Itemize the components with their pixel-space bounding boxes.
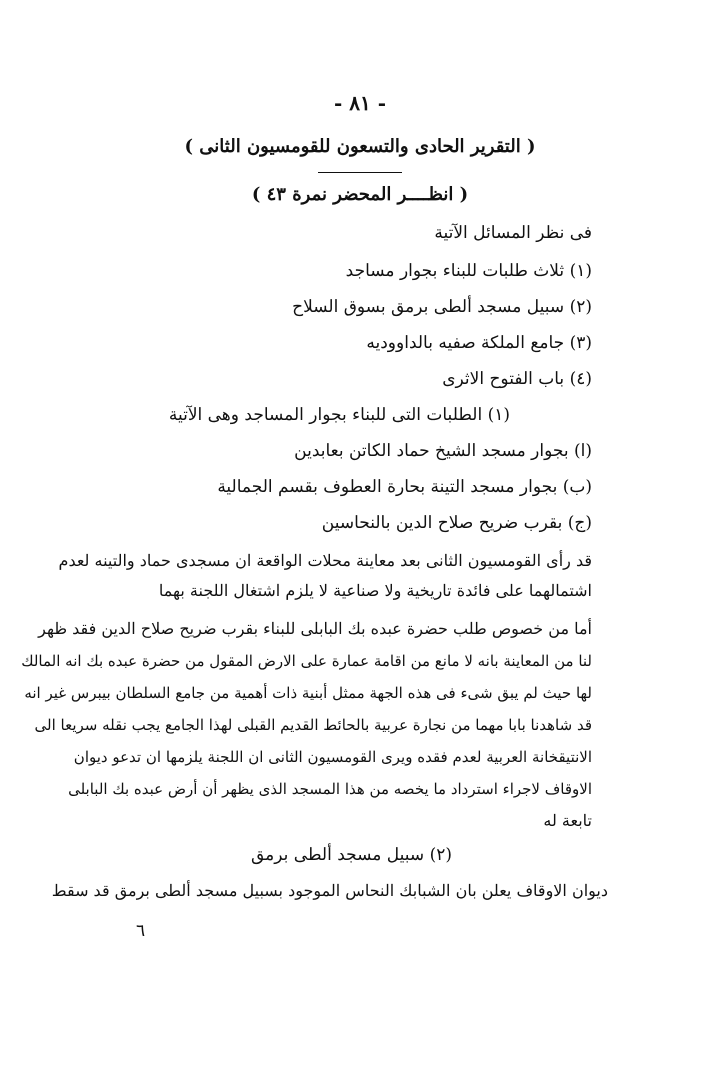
paragraph-2-line: الاوقاف لاجراء استرداد ما يخصه من هذا المسجد الذى يظهر أن أرض عبده بك البابلى xyxy=(68,780,592,798)
section-1-title: الطلبات التى للبناء بجوار المساجد وهى الآتية xyxy=(168,405,483,425)
paragraph-2-line: تابعة له xyxy=(543,811,592,830)
request-item xyxy=(112,436,592,466)
request-item-text: بجوار مسجد التينة بحارة العطوف بقسم الجمالية xyxy=(217,477,558,497)
minutes-reference: ( انظــــر المحضر نمرة ٤٣ ) xyxy=(251,184,469,205)
paragraph-2-line: لنا من المعاينة بانه لا مانع من اقامة عمارة على الارض المقول من حضرة عبده بك انه المالك xyxy=(21,652,592,670)
paragraph-1-line: اشتمالهما على فائدة تاريخية ولا صناعية لا يلزم اشتغال اللجنة بهما xyxy=(158,581,592,600)
section-1-number: (١) xyxy=(487,405,510,425)
agenda-item-text: جامع الملكة صفيه بالداووديه xyxy=(366,333,565,353)
agenda-item-number: (٢) xyxy=(569,297,592,317)
agenda-item-number: (٤) xyxy=(569,369,592,389)
paragraph-2-line: الانتيقخانة العربية لعدم فقده ويرى القومسيون الثانى ان اللجنة يلزمها ان تدعو ديوان xyxy=(73,748,592,766)
request-item-text: بجوار مسجد الشيخ حماد الكاتن بعابدين xyxy=(294,441,569,461)
paragraph-2-line: قد شاهدنا بابا مهما من نجارة عربية بالحائط القديم القبلى لهذا الجامع يجب نقله سريعا الى xyxy=(34,716,592,734)
agenda-item-text: سبيل مسجد ألطى برمق بسوق السلاح xyxy=(292,297,565,317)
request-item-text: بقرب ضريح صلاح الدين بالنحاسين xyxy=(321,513,563,533)
agenda-item xyxy=(112,364,592,394)
request-item-letter: (ج) xyxy=(567,513,592,533)
agenda-item xyxy=(112,328,592,358)
signature-mark: ٦ xyxy=(136,921,146,941)
section-2-number: (٢) xyxy=(429,845,452,865)
section-1-heading xyxy=(110,400,510,430)
request-item xyxy=(112,508,592,538)
page-number: - ٨١ - xyxy=(333,91,386,115)
agenda-item-number: (٣) xyxy=(569,333,592,353)
agenda-item-text: ثلاث طلبات للبناء بجوار مساجد xyxy=(345,261,565,281)
request-item xyxy=(112,472,592,502)
agenda-item-number: (١) xyxy=(569,261,592,281)
report-title: ( التقرير الحادى والتسعون للقومسيون الثانى ) xyxy=(184,136,536,157)
title-divider xyxy=(318,172,402,173)
section-2-title: سبيل مسجد ألطى برمق xyxy=(251,845,425,865)
paragraph-2-line: لها حيث لم يبق شىء فى هذه الجهة ممثل أبنية ذات أهمية من جامع السلطان بيبرس غير انه xyxy=(24,684,592,702)
paragraph-3-line: ديوان الاوقاف يعلن بان الشبابك النحاس الموجود بسبيل مسجد ألطى برمق قد سقط xyxy=(51,881,608,900)
agenda-item xyxy=(112,256,592,286)
paragraph-2-line: أما من خصوص طلب حضرة عبده بك البابلى للبناء بقرب ضريح صلاح الدين فقد ظهر xyxy=(38,619,592,638)
paragraph-1-line: قد رأى القومسيون الثانى بعد معاينة محلات الواقعة ان مسجدى حماد والتينه لعدم xyxy=(58,551,592,570)
agenda-item-text: باب الفتوح الاثرى xyxy=(442,369,565,389)
agenda-item xyxy=(112,292,592,322)
section-2-heading xyxy=(112,840,452,870)
request-item-letter: (ا) xyxy=(574,441,592,461)
request-item-letter: (ب) xyxy=(562,477,592,497)
agenda-intro: فى نظر المسائل الآتية xyxy=(434,223,592,243)
